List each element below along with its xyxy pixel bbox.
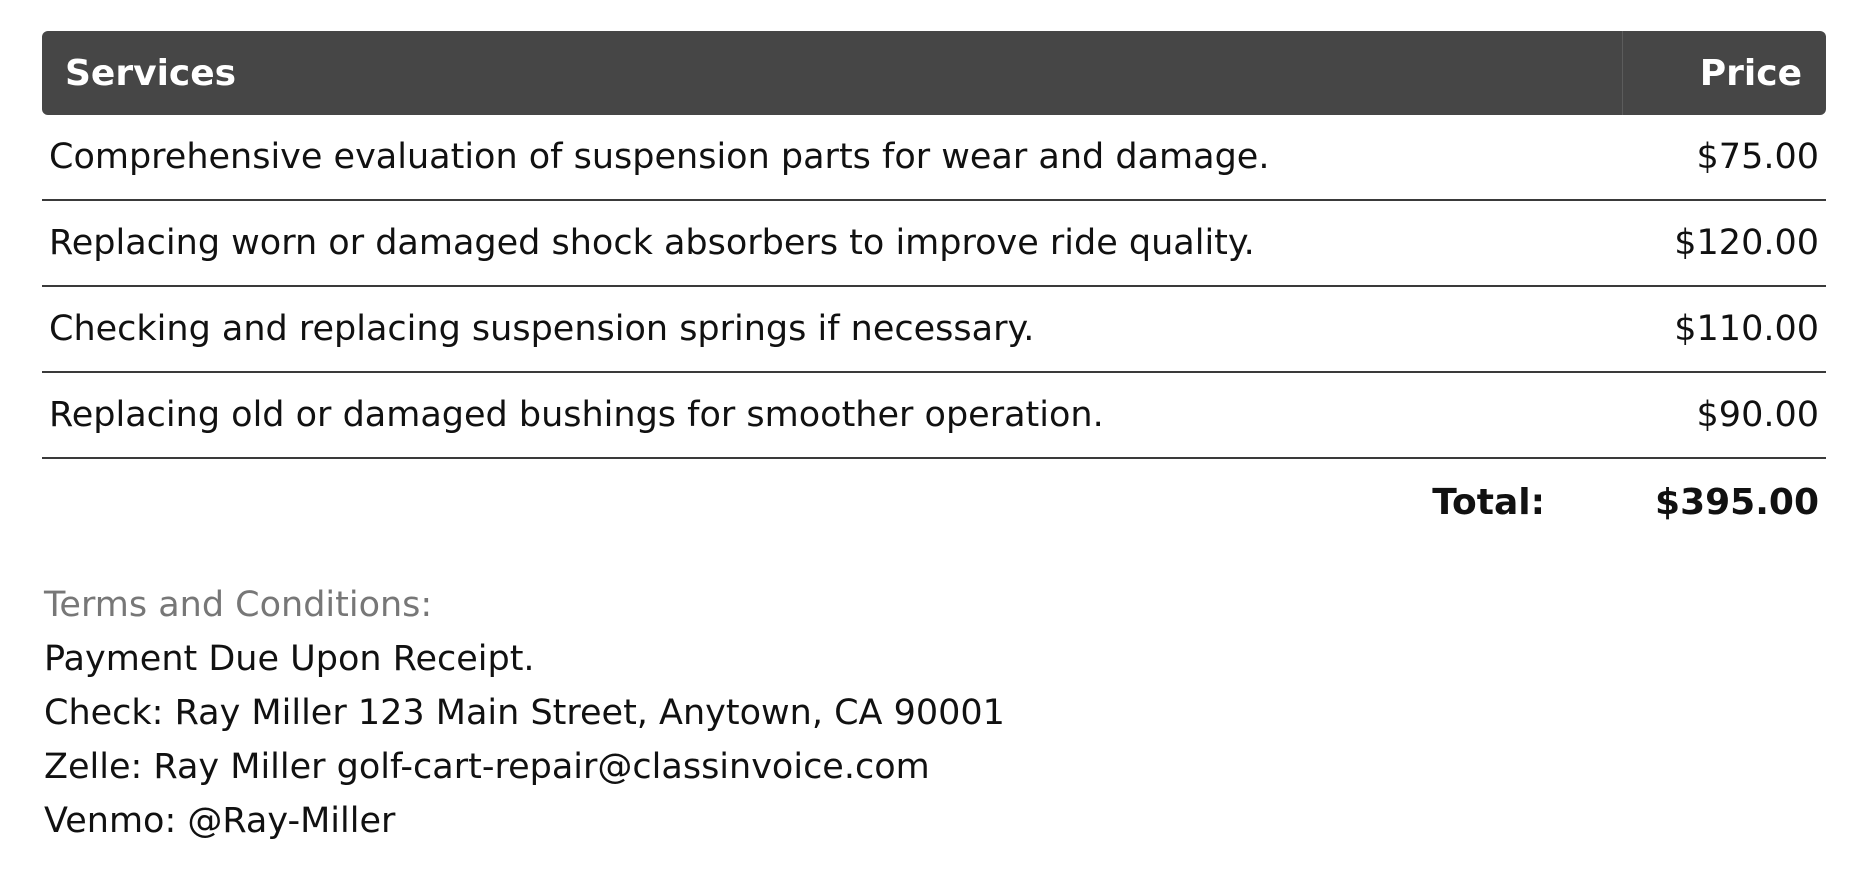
table-row bbox=[42, 115, 1826, 201]
total-label: Total: bbox=[1432, 481, 1546, 523]
total-row bbox=[42, 459, 1826, 545]
service-description: Comprehensive evaluation of suspension parts for wear and damage. bbox=[49, 137, 1270, 177]
table-header bbox=[42, 31, 1826, 115]
zelle-payment-line: Zelle: Ray Miller golf-cart-repair@classinvoice.com bbox=[44, 747, 930, 787]
terms-section bbox=[44, 578, 1005, 848]
total-value: $395.00 bbox=[1655, 481, 1819, 523]
services-column-header: Services bbox=[65, 52, 237, 94]
service-price: $120.00 bbox=[1674, 223, 1819, 263]
venmo-payment-line: Venmo: @Ray-Miller bbox=[44, 801, 396, 841]
service-description: Replacing old or damaged bushings for smoother operation. bbox=[49, 395, 1104, 435]
table-row bbox=[42, 287, 1826, 373]
terms-heading: Terms and Conditions: bbox=[44, 585, 433, 625]
services-table bbox=[42, 31, 1826, 545]
table-row bbox=[42, 373, 1826, 459]
service-price: $75.00 bbox=[1696, 137, 1819, 177]
service-description: Replacing worn or damaged shock absorbers to improve ride quality. bbox=[49, 223, 1255, 263]
check-payment-line: Check: Ray Miller 123 Main Street, Anytown, CA 90001 bbox=[44, 693, 1005, 733]
service-price: $90.00 bbox=[1696, 395, 1819, 435]
payment-due-line: Payment Due Upon Receipt. bbox=[44, 639, 535, 679]
table-row bbox=[42, 201, 1826, 287]
service-price: $110.00 bbox=[1674, 309, 1819, 349]
service-description: Checking and replacing suspension springs if necessary. bbox=[49, 309, 1035, 349]
price-column-header: Price bbox=[1622, 31, 1826, 115]
